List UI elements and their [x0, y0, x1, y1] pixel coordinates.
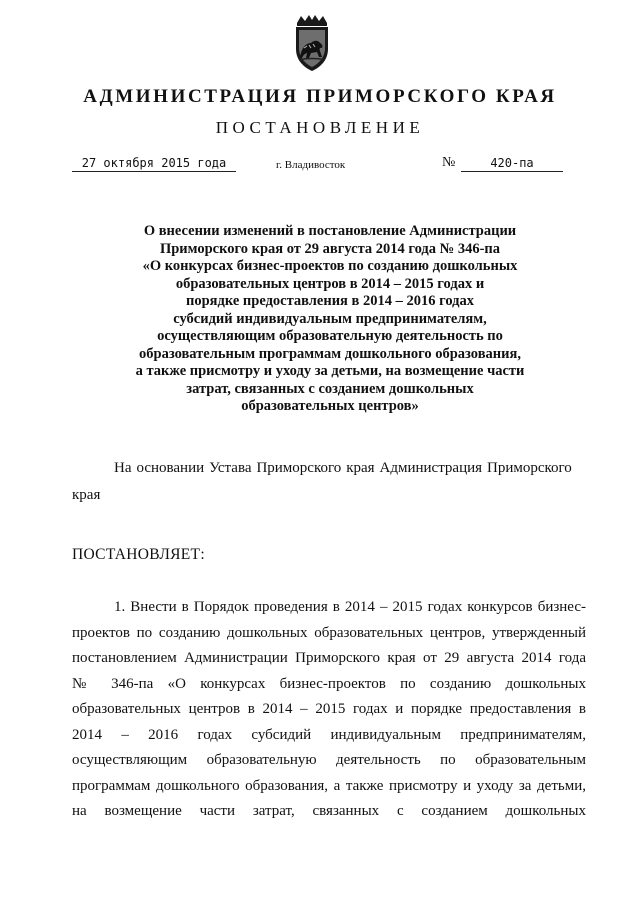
paragraph-line: 2014 – 2016 годах субсидий индивидуальным предпринимателям, — [72, 726, 586, 743]
organization-title: АДМИНИСТРАЦИЯ ПРИМОРСКОГО КРАЯ — [83, 86, 557, 107]
document-type: ПОСТАНОВЛЕНИЕ — [215, 118, 425, 137]
document-number: 420-па — [461, 156, 563, 172]
heading-line: Приморского края от 29 августа 2014 года № 346-па — [159, 240, 501, 257]
heading-line: «О конкурсах бизнес-проектов по созданию дошкольных — [142, 258, 518, 274]
paragraph-line: постановлением Администрации Приморского края от 29 августа 2014 года — [72, 650, 586, 666]
paragraph-line: проектов по созданию дошкольных образовательных центров, утвержденный — [72, 624, 586, 641]
coat-of-arms-icon — [289, 13, 335, 73]
paragraph-line: программам дошкольного образования, а также присмотру и уходу за детьми, — [72, 777, 586, 794]
heading-line: образовательным программам дошкольного образования, — [139, 345, 521, 362]
basis-paragraph-line: края — [72, 487, 101, 503]
paragraph-line: на возмещение части затрат, связанных с созданием дошкольных — [72, 803, 586, 819]
document-date: 27 октября 2015 года — [72, 156, 236, 172]
heading-line: порядке предоставления в 2014 – 2016 годах — [186, 293, 474, 309]
document-heading — [100, 223, 560, 416]
heading-line: осуществляющим образовательную деятельность по — [157, 328, 503, 344]
heading-line: О внесении изменений в постановление Администрации — [143, 223, 517, 239]
decree-word: ПОСТАНОВЛЯЕТ: — [72, 546, 205, 563]
heading-line: затрат, связанных с созданием дошкольных — [186, 380, 474, 397]
number-label: № — [442, 155, 456, 170]
document-city: г. Владивосток — [276, 159, 346, 171]
heading-line: а также присмотру и уходу за детьми, на возмещение части — [135, 363, 525, 379]
item-1-paragraph — [72, 599, 586, 829]
heading-line: субсидий индивидуальным предпринимателям, — [173, 310, 487, 327]
heading-line: образовательных центров в 2014 – 2015 годах и — [175, 275, 485, 292]
basis-paragraph-line: На основании Устава Приморского края Администрация Приморского — [114, 460, 572, 476]
paragraph-line: образовательных центров в 2014 – 2015 годах и порядке предоставления в — [72, 701, 586, 717]
paragraph-line: осуществляющим образовательную деятельность по образовательным — [72, 752, 586, 768]
heading-line: образовательных центров» — [241, 398, 419, 414]
paragraph-line: 1. Внести в Порядок проведения в 2014 – 2015 годах конкурсов бизнес- — [114, 599, 586, 615]
paragraph-line: № 346-па «О конкурсах бизнес-проектов по созданию дошкольных — [72, 675, 586, 692]
